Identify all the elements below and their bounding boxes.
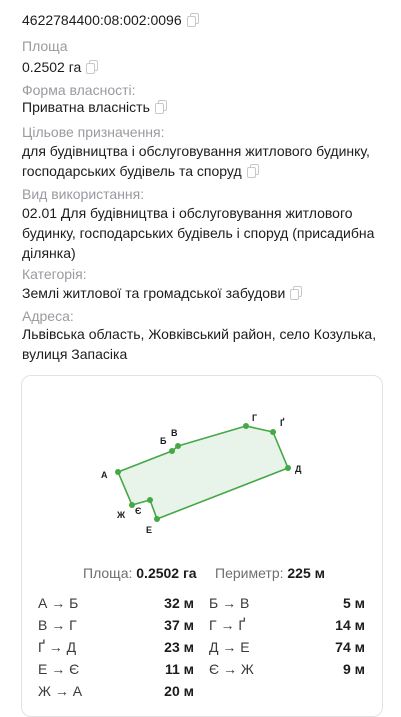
vertex-label-v: В [171,428,178,438]
area-stat-label: Площа: [83,565,133,581]
vertex-g [243,423,249,429]
ownership-label: Форма власності: [22,82,136,98]
vertex-label-g: Г [252,413,258,423]
segment-item: Г → Ґ 14 м [209,617,365,633]
perimeter-stat-value: 225 м [287,565,325,581]
vertex-label-ge: Ґ [280,418,285,428]
segment-item: Ж → А 20 м [38,683,194,699]
cadastral-number[interactable]: 4622784400:08:002:0096 [22,12,182,28]
category-value[interactable]: Землі житлової та громадської забудови [22,285,286,301]
vertex-ye [147,497,153,503]
category-label: Категорія: [22,266,87,282]
usage-value-line2[interactable]: будинку, господарських будівель і споруд (присадибна [22,225,375,241]
purpose-value-line1[interactable]: для будівництва і обслуговування житлового будинку, [22,143,370,159]
ownership-value[interactable]: Приватна власність [22,99,150,115]
purpose-value-line2[interactable]: господарських будівель та споруд [22,163,242,179]
segment-item: Е → Є 11 м [38,661,194,677]
address-value-line1[interactable]: Львівська область, Жовківський район, село Козулька, [22,326,377,342]
area-value[interactable]: 0.2502 га [22,59,82,75]
segment-item: Є → Ж 9 м [209,661,365,677]
usage-label: Вид використання: [22,186,145,202]
address-value-line2[interactable]: вулиця Запасіка [22,346,128,362]
vertex-a [115,469,121,475]
segment-item: Д → Е 74 м [209,639,365,655]
area-stat-value: 0.2502 га [136,565,197,581]
segment-item: Б → В 5 м [209,595,365,611]
area-label: Площа [22,38,68,54]
vertex-label-d: Д [295,464,302,474]
segment-item: Ґ → Д 23 м [38,639,194,655]
perimeter-stat-label: Периметр: [215,565,284,581]
address-label: Адреса: [22,308,74,324]
usage-value-line1[interactable]: 02.01 Для будівництва і обслуговування житлового [22,205,353,221]
perimeter-stat [215,565,325,581]
usage-value-line3[interactable]: ділянка) [22,245,76,261]
segment-item: В → Г 37 м [38,617,194,633]
segment-item: А → Б 32 м [38,595,194,611]
vertex-v [175,443,181,449]
vertex-label-a: А [101,470,108,480]
parcel-polygon[interactable] [118,426,288,519]
vertex-d [285,465,291,471]
vertex-ge [270,429,276,435]
vertex-label-ye: Є [135,506,142,516]
vertex-label-b: Б [160,436,167,446]
area-stat [83,565,197,581]
vertex-b [169,448,175,454]
vertex-label-zh: Ж [117,510,126,520]
vertex-label-e: Е [146,525,153,535]
purpose-label: Цільове призначення: [22,124,165,140]
vertex-e [154,516,160,522]
